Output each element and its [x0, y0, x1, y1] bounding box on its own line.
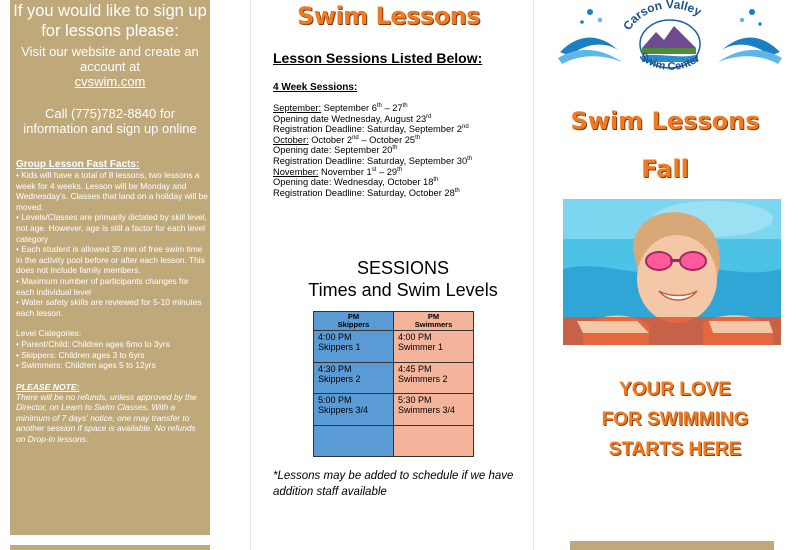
table-row [314, 425, 474, 457]
visit-text: Visit our website and create an account at cvswim.com [21, 44, 199, 89]
panel-footer-strip [570, 541, 774, 550]
info-panel [10, 0, 210, 535]
fact-item: • Kids will have a total of 8 lessons, two lessons a week for 4 weeks. Lesson will be Monday and Wednesday's. Classes that land on a holiday will be moved. [16, 170, 208, 212]
table-header-skippers: PM Skippers [314, 312, 394, 331]
note-text: There will be no refunds, unless approved by the Director, on Learn to Swim Classes. With a minimum of 7 days' notice, one may transfer to another session if space is available. No refunds on Drop-in lessons. [16, 391, 197, 445]
level-item: • Swimmers: Children ages 5 to 12yrs [16, 360, 156, 371]
session-line: October: October 2nd – October 25th [273, 134, 421, 145]
four-week-heading: 4 Week Sessions: [273, 82, 358, 93]
fast-facts-heading: Group Lesson Fast Facts: [16, 159, 140, 170]
table-cell [394, 425, 474, 457]
table-cell [314, 425, 394, 457]
session-line: November: November 1st – 29th [273, 166, 403, 177]
table-header-swimmers: PM Swimmers [394, 312, 474, 331]
session-line: Opening date: September 20th [273, 145, 398, 156]
level-heading: Level Categories: [16, 328, 82, 339]
carson-valley-logo [556, 0, 784, 80]
call-text: Call (775)782-8840 for information and sign up online [23, 106, 197, 136]
fact-item: • Each student is allowed 30 min of free swim time in the activity pool before or after each lesson. This does not include family members. [16, 244, 205, 276]
page-title: Swim Lessons [297, 2, 481, 30]
panel-footer-strip [10, 545, 210, 550]
session-line: Registration Deadline: Saturday, September 2nd [273, 124, 469, 135]
note-heading: PLEASE NOTE: [16, 381, 80, 392]
child-swimmer-photo [563, 199, 781, 345]
level-item: • Skippers: Children ages 3 to 6yrs [16, 349, 145, 360]
fast-facts-list [16, 170, 208, 318]
table-cell: 4:45 PM Swimmers 2 [394, 362, 474, 394]
schedule-table [313, 311, 474, 457]
table-row [314, 362, 474, 394]
sessions-heading: Lesson Sessions Listed Below: [273, 50, 483, 66]
level-item: • Parent/Child: Children ages 6mo to 3yrs [16, 338, 170, 349]
session-line: September: September 6th – 27th [273, 102, 408, 113]
schedule-heading: SESSIONS Times and Swim Levels [308, 258, 498, 300]
logo-text-top: Carson Valley [620, 0, 705, 33]
table-cell: 4:00 PM Skippers 1 [314, 331, 394, 363]
signup-heading: If you would like to sign up for lessons please: [13, 2, 207, 40]
level-categories [16, 328, 208, 370]
table-cell: 5:00 PM Skippers 3/4 [314, 394, 394, 426]
fact-item: • Levels/Classes are primarily dictated by skill level, not age. However, age is still a factor for each level category [16, 212, 207, 244]
session-dates [273, 103, 472, 198]
fact-item: • Maximum number of participants changes for each individual level [16, 275, 189, 297]
slogan: YOUR LOVE FOR SWIMMING STARTS HERE [601, 379, 749, 460]
session-line: Opening date Wednesday, August 23rd [273, 113, 432, 124]
session-line: Registration Deadline: Saturday, October 28th [273, 187, 460, 198]
website-link[interactable]: cvswim.com [74, 74, 146, 89]
table-cell: 4:00 PM Swimmer 1 [394, 331, 474, 363]
schedule-note: *Lessons may be added to schedule if we have addition staff available [273, 470, 514, 498]
logo-text-bottom: Swim Center [636, 50, 703, 73]
table-cell: 5:30 PM Swimmers 3/4 [394, 394, 474, 426]
session-line: Registration Deadline: Saturday, September 30th [273, 155, 473, 166]
fact-item: • Water safety skills are reviewed for 5-10 minutes each lesson. [16, 297, 202, 318]
table-row [314, 394, 474, 426]
table-row [314, 331, 474, 363]
cover-title: Swim Lessons Fall [570, 107, 760, 183]
session-line: Opening date: Wednesday, October 18th [273, 177, 439, 188]
fold-divider [250, 0, 251, 550]
table-cell: 4:30 PM Skippers 2 [314, 362, 394, 394]
